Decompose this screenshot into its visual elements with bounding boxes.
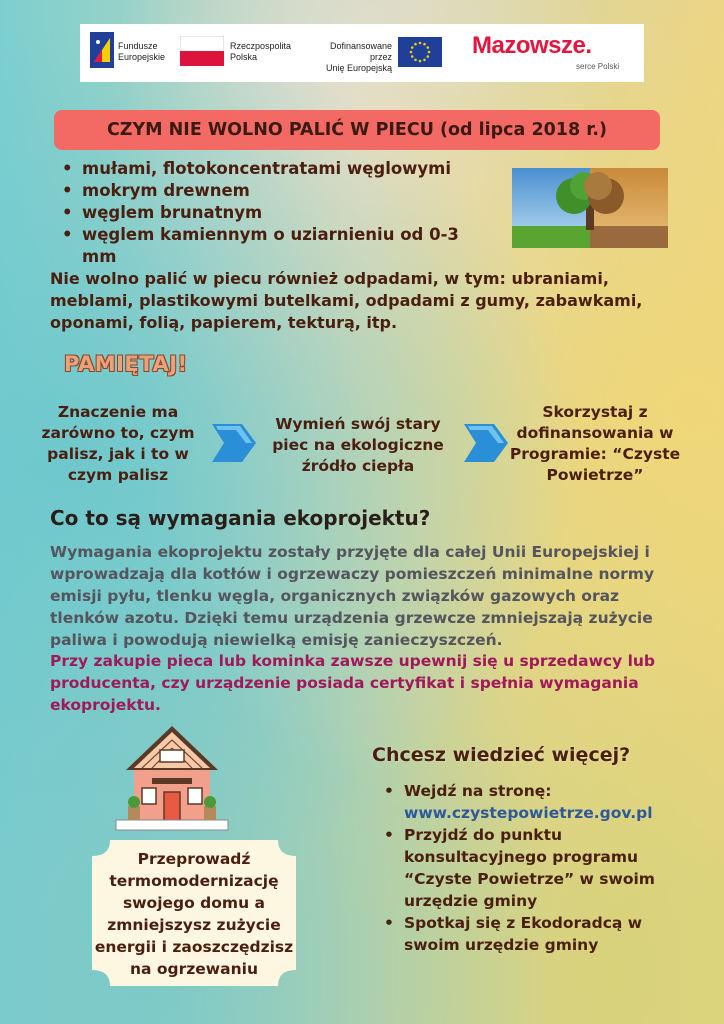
program-website-link[interactable]: www.czystepowietrze.gov.pl [404, 804, 653, 822]
tree-seasons-image [512, 168, 668, 248]
logo-bar [80, 24, 644, 82]
cofinanced-text: Dofinansowane przez Unię Europejską [325, 41, 392, 73]
visit-label: Wejdź na stronę: [404, 782, 552, 800]
mazowsze-tagline: serce Polski [576, 62, 620, 71]
ecodesign-paragraph: Wymagania ekoprojektu zostały przyjęte dla całej Unii Europejskiej i wprowadzają dla kotłów i ogrzewaczy pomieszczeń minimalne normy emisji pyłu, tlenku węgla, organicznych związków gazowych oraz tlenków azotu. Dzięki temu urządzenia grzewcze zmniejszają zużycie paliwa i powodują niewielką emisję zanieczyszczeń. [50, 543, 655, 649]
list-item: • mokrym drewnem [56, 180, 496, 202]
funds-logo-text: Fundusze Europejskie [118, 41, 166, 62]
remember-heading: PAMIĘTAJ! [64, 352, 188, 376]
forbidden-fuels-list [56, 158, 496, 268]
eu-funds-logo-icon [90, 32, 114, 68]
more-info-heading: Chcesz wiedzieć więcej? [372, 744, 631, 766]
waste-paragraph: Nie wolno palić w piecu również odpadami, w tym: ubraniami, meblami, plastikowymi butelkami, odpadami z gumy, zabawkami, oponami, folią, papierem, tekturą, itp. [50, 269, 643, 332]
thermo-text: Przeprowadź termomodernizację swojego domu a zmniejszysz zużycie energii i zaoszczędzisz na ogrzewaniu [94, 850, 294, 978]
list-item: • węglem kamiennym o uziarnieniu od 0-3 mm [56, 224, 496, 268]
page-title: CZYM NIE WOLNO PALIĆ W PIECU (od lipca 2018 r.) [106, 120, 608, 140]
list-item: • Przyjdź do punktu konsultacyjnego programu “Czyste Powietrze” w swoim urzędzie gminy [378, 824, 688, 912]
more-info-list [378, 780, 688, 956]
step-1-text: Znaczenie ma zarówno to, czym palisz, jak i to w czym palisz [41, 403, 195, 484]
list-item [378, 780, 688, 824]
step-2-text: Wymień swój stary piec na ekologiczne źródło ciepła [272, 415, 444, 475]
house-icon [112, 722, 232, 834]
list-item: • mułami, flotokoncentratami węglowymi [56, 158, 496, 180]
polish-flag-icon [180, 36, 224, 66]
eu-flag-icon [398, 37, 442, 67]
republic-logo-text: Rzeczpospolita Polska [230, 41, 292, 62]
list-item: • Spotkaj się z Ekodoradcą w swoim urzędzie gminy [378, 912, 688, 956]
mazowsze-logo: Mazowsze. [472, 32, 592, 59]
arrow-right-icon [212, 422, 256, 464]
step-3-text: Skorzystaj z dofinansowania w Programie: “Czyste Powietrze” [509, 403, 681, 484]
ecodesign-heading: Co to są wymagania ekoprojektu? [50, 506, 431, 530]
ecodesign-note: Przy zakupie pieca lub kominka zawsze upewnij się u sprzedawcy lub producenta, czy urządzenie posiada certyfikat i spełnia wymagania ekoprojektu. [50, 652, 656, 714]
list-item: • węglem brunatnym [56, 202, 496, 224]
